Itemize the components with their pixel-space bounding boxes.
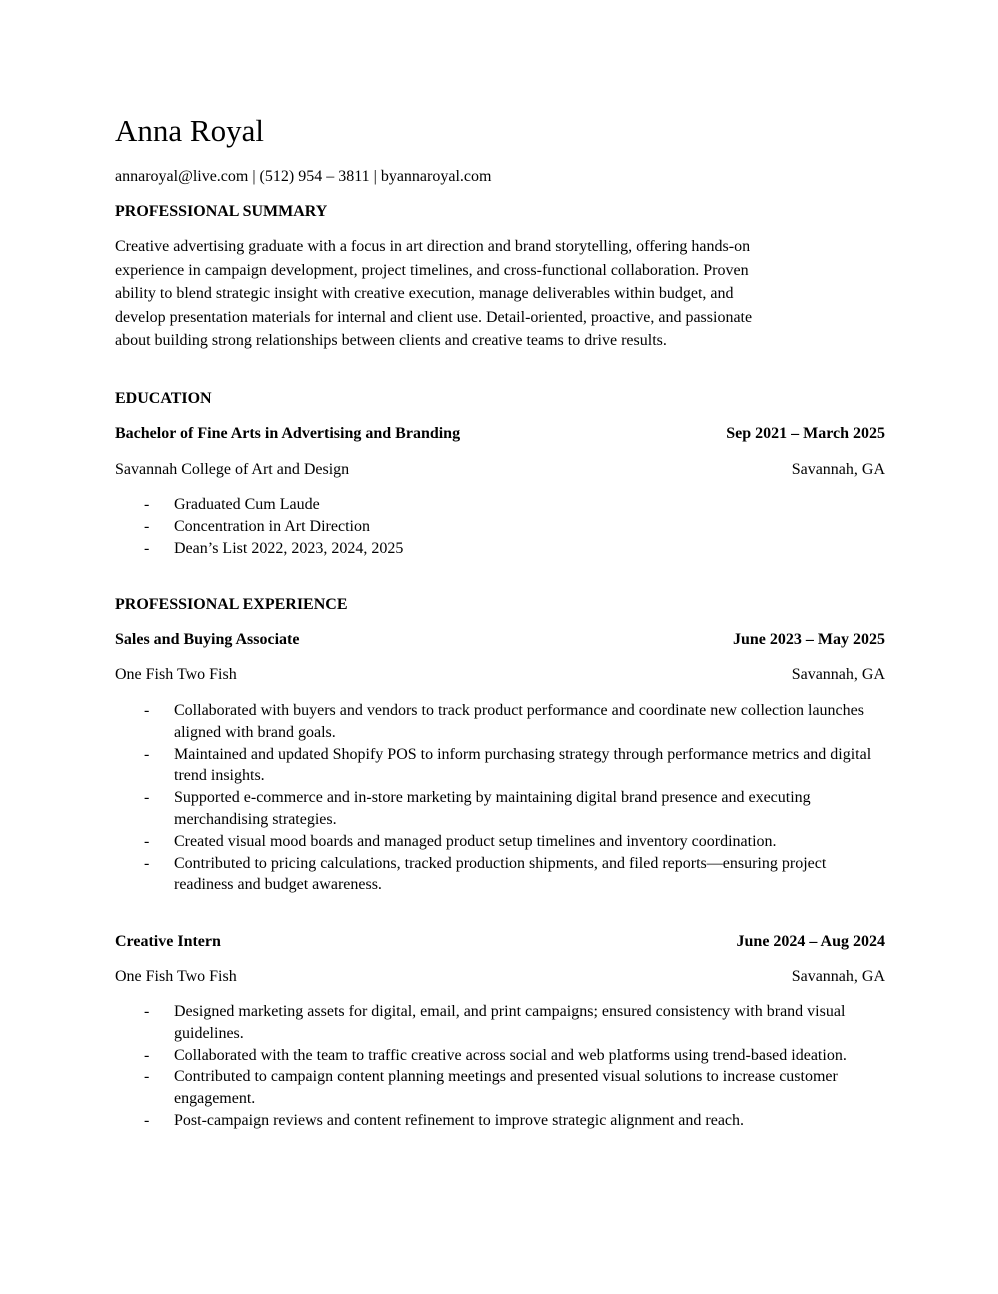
list-item: - Collaborated with the team to traffic creative across social and web platforms using trend-based ideation. xyxy=(115,1045,885,1067)
list-item: - Collaborated with buyers and vendors to track product performance and coordinate new collection launches aligned with brand goals. xyxy=(144,702,864,741)
bullet-dash: - xyxy=(144,1111,150,1129)
education-heading: EDUCATION xyxy=(115,390,212,407)
list-item: - Contributed to pricing calculations, tracked production shipments, and filed reports—ensuring project readiness and budget awareness. xyxy=(144,854,827,894)
list-item: - Supported e-commerce and in-store marketing by maintaining digital brand presence and executing merchandising strategies. xyxy=(144,789,811,828)
job-company-row xyxy=(115,966,885,988)
degree-title: Bachelor of Fine Arts in Advertising and Branding xyxy=(115,425,461,442)
school-location: Savannah, GA xyxy=(791,461,885,478)
list-item: - Designed marketing assets for digital, email, and print campaigns; ensured consistency with brand visual guidelines. xyxy=(144,1003,846,1042)
bullet-dash: - xyxy=(144,854,150,872)
job-title-row xyxy=(115,629,885,651)
list-item: - Maintained and updated Shopify POS to inform purchasing strategy through performance metrics and digital trend insights. xyxy=(144,745,872,785)
contact-line: annaroyal@live.com | (512) 954 – 3811 | byannaroyal.com xyxy=(115,168,492,185)
bullet-dash: - xyxy=(144,517,150,535)
job-location: Savannah, GA xyxy=(791,666,885,683)
job-title: Sales and Buying Associate xyxy=(115,631,300,648)
job-title: Creative Intern xyxy=(115,933,221,950)
job-dates: June 2023 – May 2025 xyxy=(733,631,885,648)
bullet-dash: - xyxy=(144,789,150,807)
bullet-dash: - xyxy=(144,702,150,719)
job-location: Savannah, GA xyxy=(791,968,885,985)
degree-dates: Sep 2021 – March 2025 xyxy=(726,425,885,442)
education-school-row xyxy=(115,459,885,481)
candidate-name: Anna Royal xyxy=(115,113,264,148)
bullet-dash: - xyxy=(144,539,150,557)
job-dates: June 2024 – Aug 2024 xyxy=(736,933,885,950)
job-company: One Fish Two Fish xyxy=(115,666,237,683)
summary-heading: PROFESSIONAL SUMMARY xyxy=(115,203,328,220)
summary-text: Creative advertising graduate with a focus in art direction and brand storytelling, offering hands-on experience in campaign development, project timelines, and cross-functional collaboration. Proven ability to blend strategic insight with creative execution, manage deliverables within budget, and develop presentation materials for internal and client use. Detail-oriented, proactive, and passionate about building strong relationships between clients and creative teams to drive results. xyxy=(115,238,753,349)
list-item: - Dean’s List 2022, 2023, 2024, 2025 xyxy=(115,538,885,560)
bullet-dash: - xyxy=(144,1046,150,1064)
experience-heading: PROFESSIONAL EXPERIENCE xyxy=(115,596,348,613)
job-company-row xyxy=(115,664,885,686)
list-item: - Contributed to campaign content planning meetings and presented visual solutions to increase customer engagement. xyxy=(144,1068,838,1108)
job-title-row xyxy=(115,931,885,953)
list-item: - Concentration in Art Direction xyxy=(115,516,885,538)
bullet-dash: - xyxy=(144,496,150,513)
bullet-dash: - xyxy=(144,1003,150,1020)
job-bullets xyxy=(115,1001,885,1132)
bullet-dash: - xyxy=(144,832,150,850)
bullet-dash: - xyxy=(144,745,150,763)
job-company: One Fish Two Fish xyxy=(115,968,237,985)
bullet-dash: - xyxy=(144,1068,150,1086)
education-bullets xyxy=(115,494,885,559)
list-item: - Created visual mood boards and managed product setup timelines and inventory coordination. xyxy=(115,831,885,853)
school-name: Savannah College of Art and Design xyxy=(115,461,350,478)
job-bullets xyxy=(115,700,885,896)
list-item: - Graduated Cum Laude xyxy=(115,494,885,516)
education-degree-row xyxy=(115,423,885,445)
list-item: - Post-campaign reviews and content refinement to improve strategic alignment and reach. xyxy=(115,1110,885,1132)
